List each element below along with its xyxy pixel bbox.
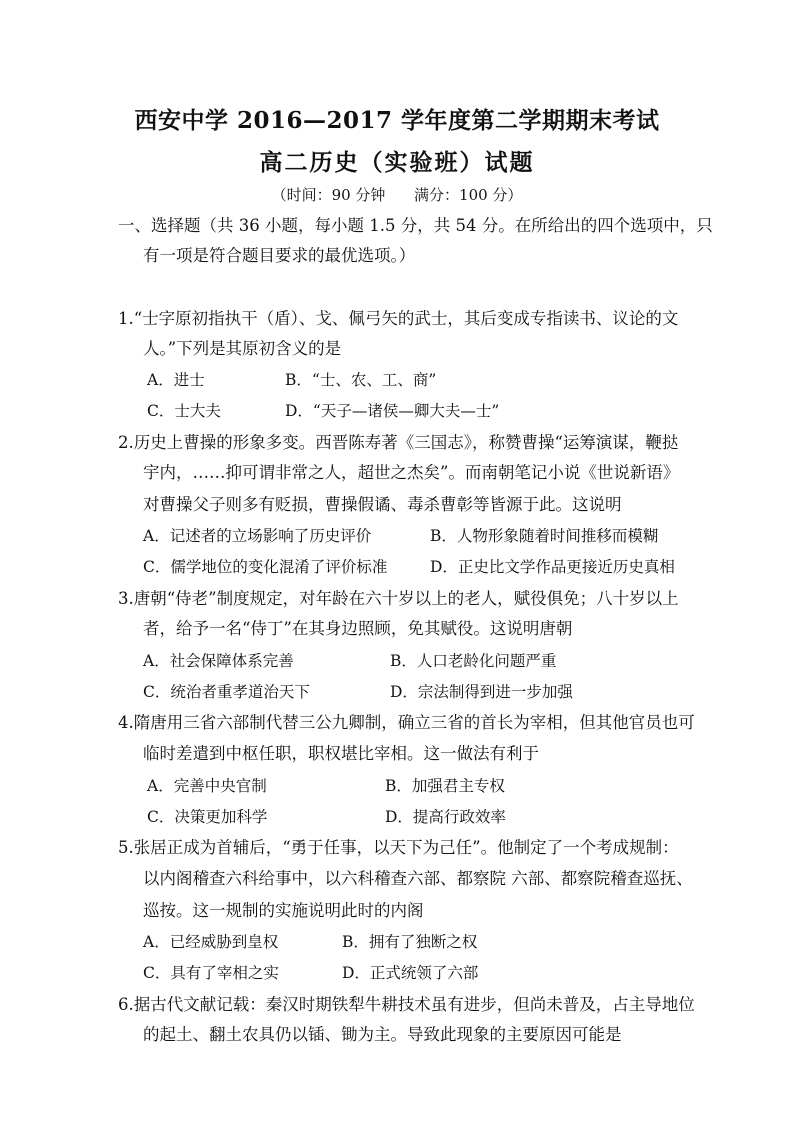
question-stem: 3.唐朝“侍老”制度规定，对年龄在六十岁以上的老人，赋役俱免；八十岁以上 [118, 589, 679, 608]
question-stem: 1.“士字原初指执干（盾）、戈、佩弓矢的武士，其后变成专指读书、议论的文 [118, 309, 679, 328]
option-a: A．完善中央官制 [147, 777, 267, 795]
option-d: D．“天子—诸侯—卿大夫—士” [285, 402, 500, 420]
option-b: B．加强君主专权 [385, 777, 505, 795]
option-a: A．进士 [147, 371, 205, 389]
question-stem: 者，给予一名“侍丁”在其身边照顾，免其赋役。这说明唐朝 [143, 619, 573, 638]
option-b: B．拥有了独断之权 [342, 933, 478, 951]
question-stem: 2.历史上曹操的形象多变。西晋陈寿著《三国志》，称赞曹操“运筹演谋，鞭挞 [118, 433, 679, 452]
option-b: B．“士、农、工、商” [285, 371, 437, 389]
option-a: A．社会保障体系完善 [143, 652, 294, 670]
exam-meta [0, 184, 794, 205]
option-b: B．人口老龄化问题严重 [390, 652, 557, 670]
question-stem: 临时差遣到中枢任职，职权堪比宰相。这一做法有利于 [143, 744, 539, 763]
exam-score: 满分：100 分） [414, 186, 523, 204]
option-d: D．提高行政效率 [385, 808, 506, 826]
exam-title: 西安中学 2016—2017 学年度第二学期期末考试 [134, 107, 660, 134]
option-b: B．人物形象随着时间推移而模糊 [430, 527, 659, 545]
section-heading-cont: 有一项是符合题目要求的最优选项。） [143, 246, 416, 265]
question-stem: 的起土、翻土农具仍以锸、锄为主。导致此现象的主要原因可能是 [143, 1025, 622, 1044]
question-stem: 以内阁稽查六科给事中，以六科稽查六部、都察院 六部、都察院稽查巡抚、 [143, 869, 693, 888]
option-c: C．决策更加科学 [147, 808, 268, 826]
exam-time: （时间：90 分钟 [271, 186, 386, 204]
question-stem: 人。”下列是其原初含义的是 [143, 339, 342, 358]
exam-subtitle: 高二历史（实验班）试题 [259, 149, 535, 176]
option-c: C．具有了宰相之实 [143, 964, 279, 982]
option-c: C．统治者重孝道治天下 [143, 683, 310, 701]
question-stem: 5.张居正成为首辅后，“勇于任事，以天下为己任”。他制定了一个考成规制： [118, 838, 679, 857]
option-c: C．士大夫 [147, 402, 221, 420]
question-stem: 对曹操父子则多有贬损，曹操假谲、毒杀曹彰等皆源于此。这说明 [143, 495, 622, 514]
option-c: C．儒学地位的变化混淆了评价标准 [143, 558, 388, 576]
question-stem: 巡按。这一规制的实施说明此时的内阁 [143, 901, 424, 920]
question-stem: 宇内，……抑可谓非常之人，超世之杰矣”。而南朝笔记小说《世说新语》 [143, 463, 680, 482]
option-d: D．正史比文学作品更接近历史真相 [430, 558, 675, 576]
option-d: D．宗法制得到进一步加强 [390, 683, 573, 701]
option-a: A．记述者的立场影响了历史评价 [143, 527, 372, 545]
question-stem: 4.隋唐用三省六部制代替三公九卿制，确立三省的首长为宰相，但其他官员也可 [118, 713, 695, 732]
option-d: D．正式统领了六部 [342, 964, 479, 982]
section-heading: 一、选择题（共 36 小题，每小题 1.5 分，共 54 分。在所给出的四个选项中，只 [118, 216, 713, 235]
question-stem: 6.据古代文献记载：秦汉时期铁犁牛耕技术虽有进步，但尚未普及，占主导地位 [118, 995, 695, 1014]
option-a: A．已经威胁到皇权 [143, 933, 279, 951]
